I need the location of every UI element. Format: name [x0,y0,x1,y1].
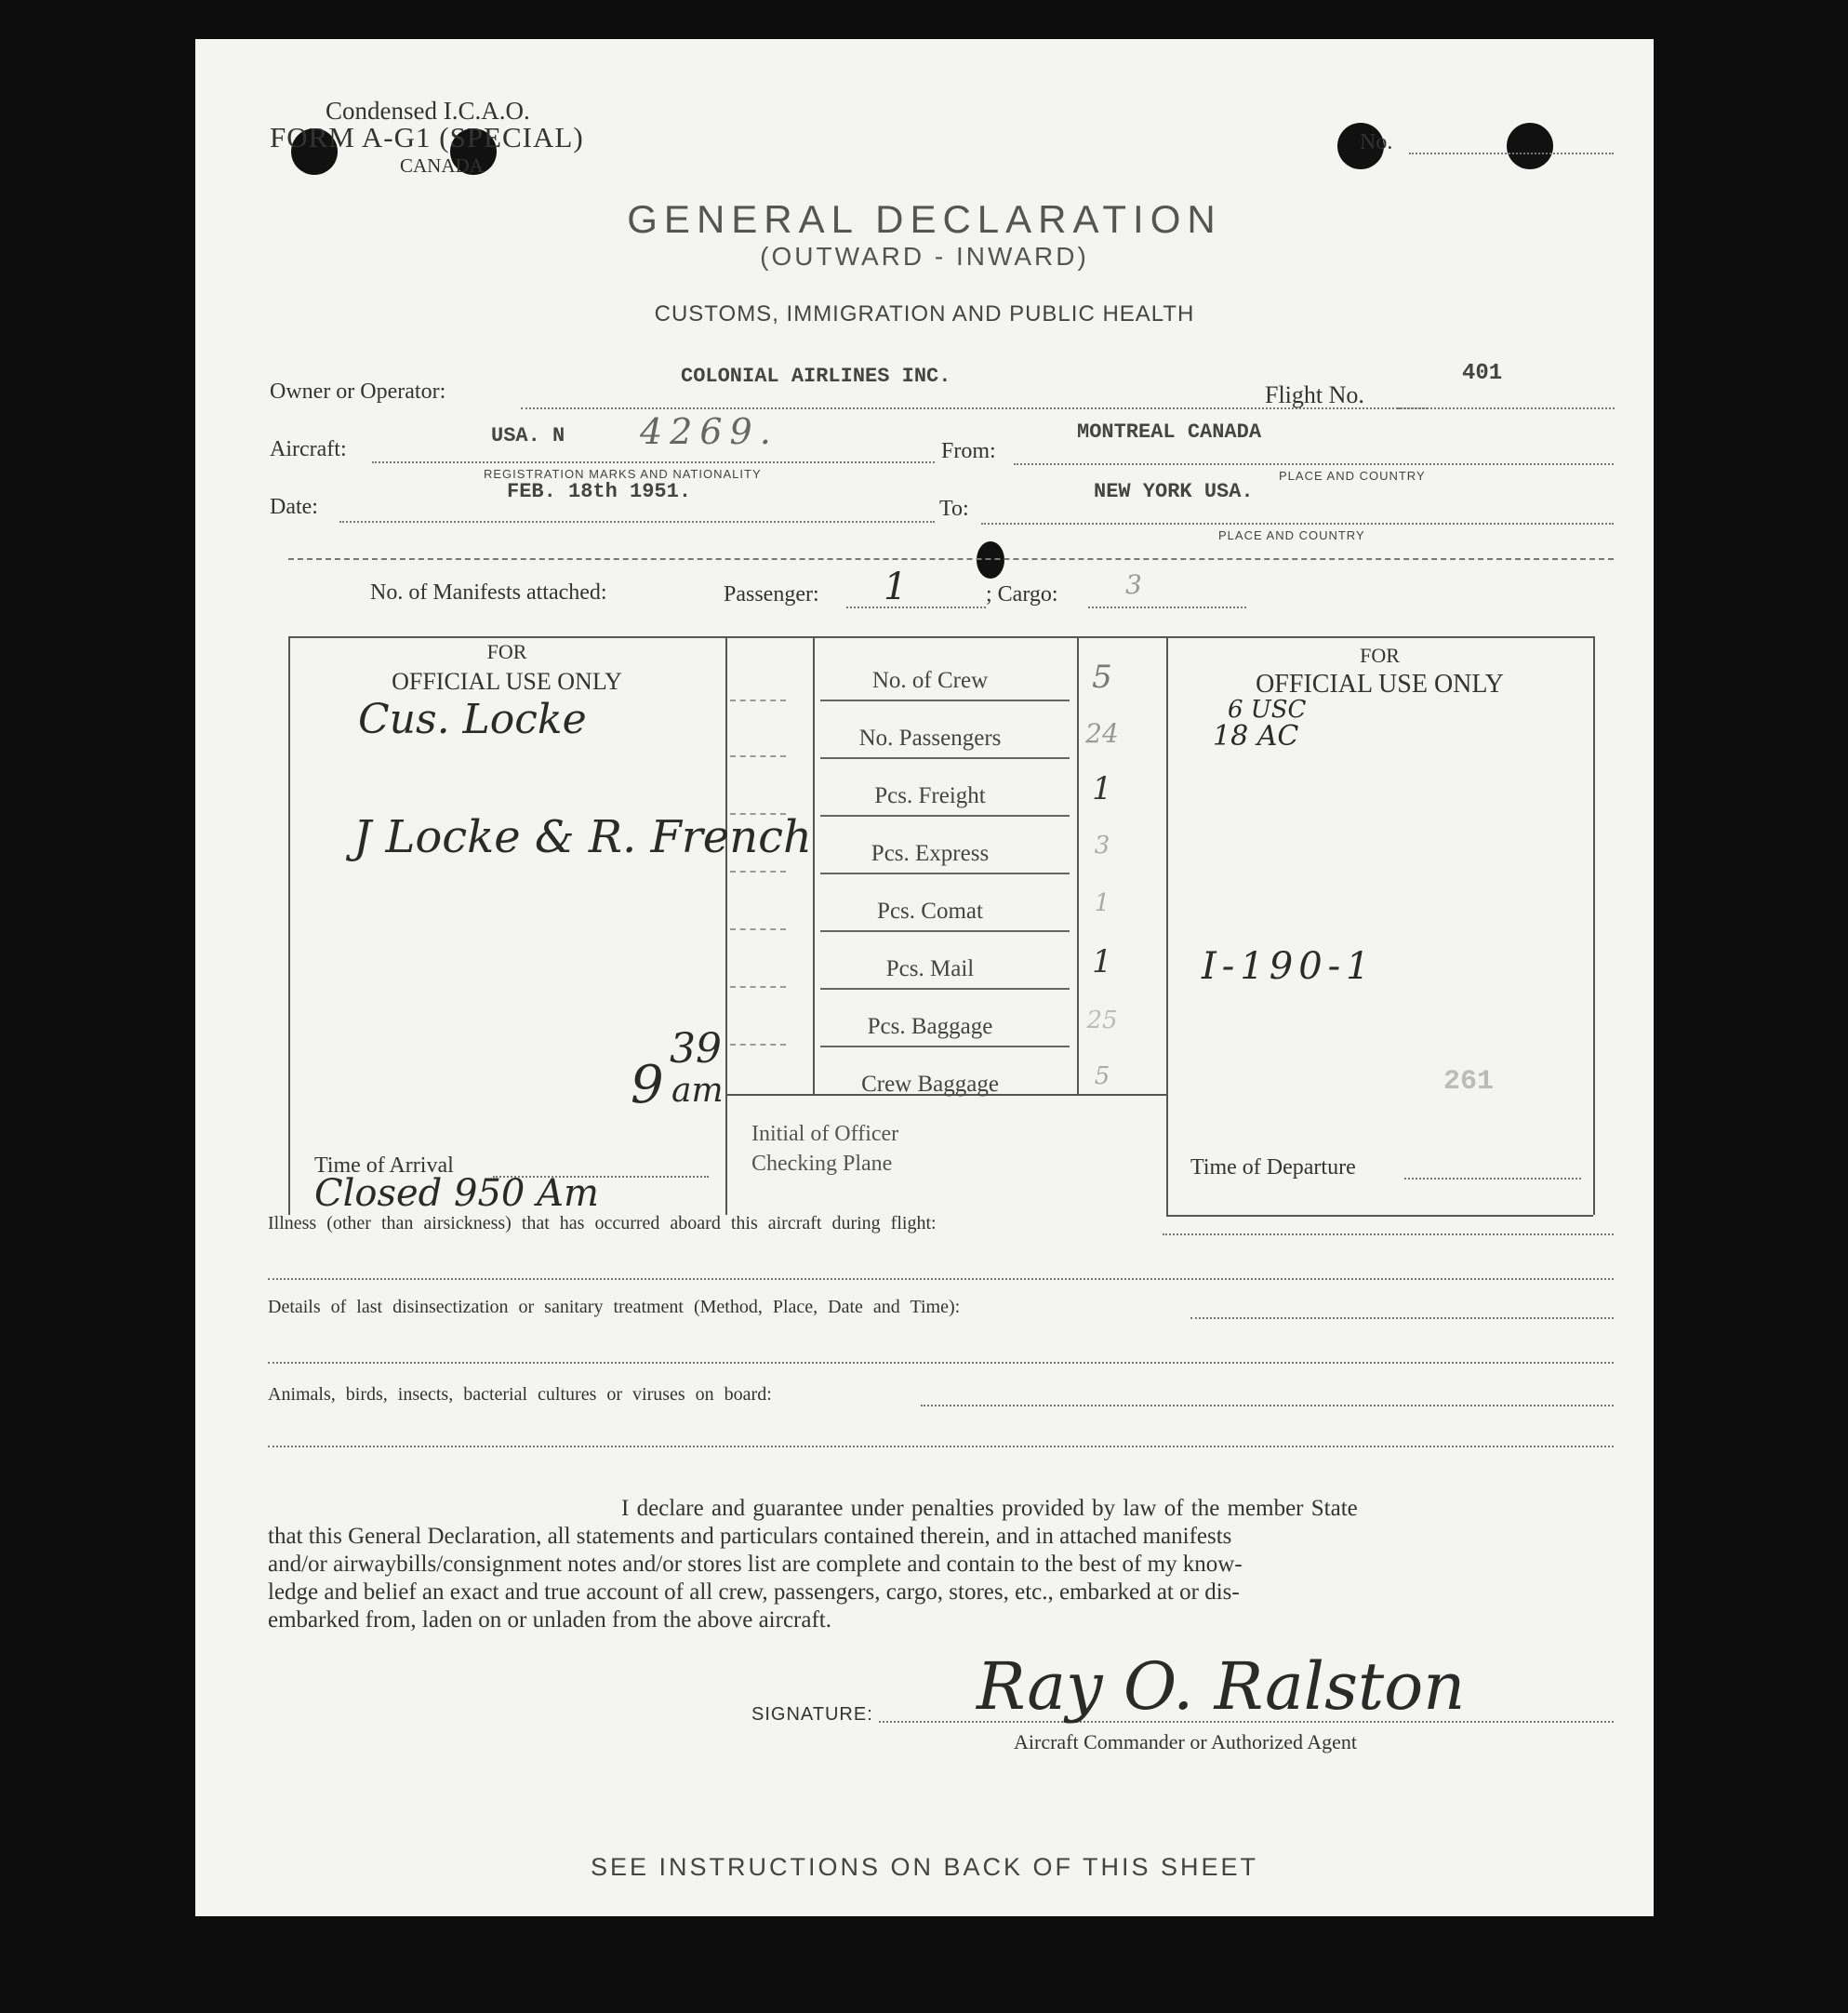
flight-line [1398,407,1615,409]
closed-note: Closed 950 Am [314,1172,599,1215]
page-subtitle: (OUTWARD - INWARD) [760,242,1089,271]
right-official-heading: OFFICIAL USE ONLY [1256,670,1504,699]
aircraft-caption: REGISTRATION MARKS AND NATIONALITY [484,467,762,481]
table-divider [1077,636,1079,1094]
right-note-usc: 6 USC [1228,696,1307,724]
to-caption: PLACE AND COUNTRY [1218,528,1365,542]
item-row-line [820,930,1070,932]
item-row-line [820,873,1070,874]
to-label: To: [939,497,969,521]
departure-line [1404,1178,1581,1180]
animals-line [921,1405,1614,1406]
tick-dash [730,813,786,815]
table-left-border [288,636,290,1215]
item-mail-value: 1 [1092,943,1112,980]
disinsectization-question: Details of last disinsectization or sanitary treatment (Method, Place, Date and Time): [268,1297,961,1317]
declaration-line-3: and/or airwaybills/consignment notes and/or stores list are complete and contain to the best of my know- [268,1552,1243,1577]
signature-role: Aircraft Commander or Authorized Agent [1014,1730,1358,1753]
punch-hole [1507,123,1553,169]
ink-blot [977,541,1004,579]
illness-line [1163,1233,1614,1235]
cargo-manifest-value: 3 [1125,569,1142,600]
to-value: NEW YORK USA. [1094,480,1254,503]
arrival-minute-hand: 39 [670,1025,722,1073]
passenger-manifest-line [846,607,986,608]
owner-value: COLONIAL AIRLINES INC. [681,365,951,388]
table-divider [725,636,727,1215]
item-passengers-value: 24 [1085,718,1119,749]
page-title: GENERAL DECLARATION [627,197,1222,241]
from-caption: PLACE AND COUNTRY [1279,469,1426,483]
tick-dash [730,928,786,930]
flight-label: Flight No. [1265,381,1364,408]
illness-question: Illness (other than airsickness) that has occurred aboard this aircraft during flight: [268,1213,937,1233]
disinsectization-line-2 [268,1362,1614,1364]
item-comat-value: 1 [1094,889,1110,917]
item-express-value: 3 [1094,832,1110,860]
item-baggage-label: Pcs. Baggage [867,1014,993,1039]
declaration-line-4: ledge and belief an exact and true account of all crew, passengers, cargo, stores, etc., embarked at or dis- [268,1580,1240,1605]
arrival-hour-hand: 9 [631,1055,664,1115]
time-of-departure-label: Time of Departure [1190,1155,1356,1180]
aircraft-number: 4269. [640,411,778,452]
footer-instructions: SEE INSTRUCTIONS ON BACK OF THIS SHEET [590,1853,1259,1881]
aircraft-line [372,461,935,463]
left-official-for: FOR [486,640,527,663]
time-of-arrival-label: Time of Arrival [314,1153,454,1178]
cargo-manifest-label: ; Cargo: [986,582,1058,607]
manifests-label: No. of Manifests attached: [370,580,607,605]
right-note-ac: 18 AC [1213,720,1299,753]
initial-officer-label: Initial of Officer [751,1122,899,1146]
item-crew-baggage-label: Crew Baggage [861,1072,999,1097]
item-row-line [820,815,1070,817]
tick-dash [730,700,786,701]
date-value: FEB. 18th 1951. [507,480,692,503]
passenger-manifest-label: Passenger: [724,582,819,607]
right-stamp-number: 261 [1443,1066,1495,1098]
form-number: FORM A-G1 (SPECIAL) [270,121,584,153]
item-crew-value: 5 [1092,659,1112,696]
item-row-line [820,757,1070,759]
tick-dash [730,755,786,757]
date-label: Date: [270,495,318,519]
left-official-heading: OFFICIAL USE ONLY [392,668,622,695]
animals-question: Animals, birds, insects, bacterial cultures or viruses on board: [268,1384,772,1405]
table-bottom-border [1166,1215,1593,1217]
tick-dash [730,1044,786,1046]
passenger-manifest-value: 1 [884,566,908,608]
right-note-form: I-190-1 [1202,945,1376,988]
declaration-line-1: I declare and guarantee under penalties provided by law of the member State [621,1496,1358,1521]
signature-label: SIGNATURE: [751,1704,873,1725]
item-comat-label: Pcs. Comat [877,899,983,924]
signature-handwritten: Ray O. Ralston [977,1648,1466,1725]
right-official-for: FOR [1360,644,1400,667]
tick-dash [730,871,786,873]
item-freight-label: Pcs. Freight [874,783,986,808]
form-sheet [195,39,1654,1916]
agencies-heading: CUSTOMS, IMMIGRATION AND PUBLIC HEALTH [654,301,1195,327]
date-line [339,521,935,523]
declaration-line-5: embarked from, laden on or unladen from the above aircraft. [268,1607,831,1633]
no-line [1409,153,1614,154]
item-freight-value: 1 [1092,770,1112,807]
header-divider [288,558,1614,560]
form-condensed: Condensed I.C.A.O. [326,97,530,125]
from-line [1014,463,1614,465]
item-crew-baggage-value: 5 [1094,1062,1110,1090]
checking-plane-label: Checking Plane [751,1152,893,1176]
officers-note: J Locke & R. French [353,811,812,863]
illness-line-2 [268,1278,1614,1280]
aircraft-label: Aircraft: [270,437,347,461]
aircraft-value: USA. N [491,424,565,447]
from-label: From: [941,439,996,463]
from-value: MONTREAL CANADA [1077,420,1262,444]
item-row-line [820,988,1070,990]
arrival-am-hand: am [671,1072,724,1110]
table-right-border [1593,636,1595,1215]
form-country: CANADA [400,154,484,177]
animals-line-2 [268,1446,1614,1447]
cargo-manifest-line [1088,607,1246,608]
declaration-line-2: that this General Declaration, all statements and particulars contained therein, and in attached manifests [268,1524,1232,1549]
item-express-label: Pcs. Express [871,841,990,866]
item-row-line [820,1046,1070,1047]
item-row-line [820,700,1070,701]
item-crew-label: No. of Crew [871,668,989,693]
owner-label: Owner or Operator: [270,380,446,404]
item-mail-label: Pcs. Mail [885,956,975,981]
flight-value: 401 [1462,361,1503,386]
table-top-border [288,636,1593,638]
tick-dash [730,986,786,988]
to-line [981,523,1614,525]
item-baggage-value: 25 [1086,1006,1118,1034]
table-divider [1166,636,1168,1215]
no-label: No. [1360,130,1393,154]
item-passengers-label: No. Passengers [858,726,1002,751]
disinsectization-line [1190,1317,1614,1319]
customs-officer-note: Cus. Locke [358,696,587,743]
